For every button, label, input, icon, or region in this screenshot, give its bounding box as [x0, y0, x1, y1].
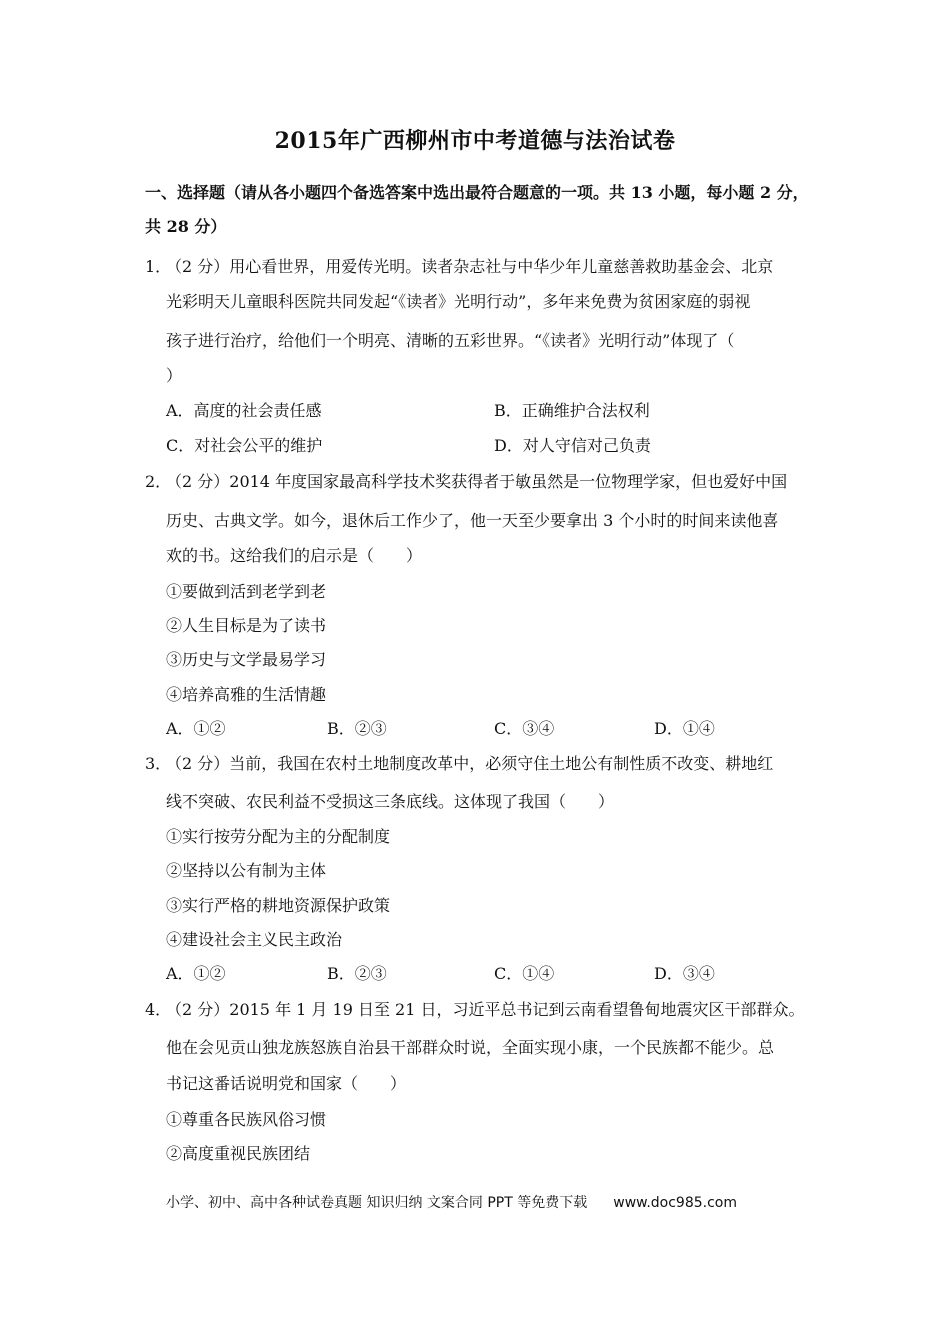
option-b: B．正确维护合法权利 [494, 401, 650, 420]
statement-item: ③实行严格的耕地资源保护政策 [166, 896, 391, 915]
question-text-line: 线不突破、农民利益不受损这三条底线。这体现了我国（ ） [166, 792, 615, 811]
footer-url[interactable]: www.doc985.com [613, 1195, 737, 1211]
footer-text: 小学、初中、高中各种试卷真题 知识归纳 文案合同 PPT 等免费下载 [166, 1195, 588, 1211]
statement-item: ④建设社会主义民主政治 [166, 930, 343, 949]
option-a: A．①② [166, 719, 226, 738]
option-d: D．对人守信对己负责 [494, 436, 651, 455]
statement-item: ④培养高雅的生活情趣 [166, 685, 327, 704]
option-d: D．①④ [654, 719, 715, 738]
page-title: 2015年广西柳州市中考道德与法治试卷 [274, 128, 676, 154]
question-number: 1． [145, 257, 172, 276]
question-text-line: 他在会见贡山独龙族怒族自治县干部群众时说，全面实现小康，一个民族都不能少。总 [166, 1038, 775, 1057]
question-text-line: （2 分）用心看世界，用爱传光明。读者杂志社与中华少年儿童慈善救助基金会、北京 [166, 257, 774, 276]
question-text-line: 光彩明天儿童眼科医院共同发起“《读者》光明行动”，多年来免费为贫困家庭的弱视 [166, 292, 751, 311]
statement-item: ③历史与文学最易学习 [166, 650, 327, 669]
question-text-line: （2 分）2015 年 1 月 19 日至 21 日，习近平总书记到云南看望鲁甸地震灾区干部群众。 [166, 1000, 805, 1019]
question-number: 4． [145, 1000, 172, 1019]
option-b: B．②③ [327, 964, 387, 983]
question-text-line: 欢的书。这给我们的启示是（ ） [166, 546, 423, 565]
statement-item: ①尊重各民族风俗习惯 [166, 1110, 327, 1129]
section-heading-line: 一、选择题（请从各小题四个备选答案中选出最符合题意的一项。共 13 小题，每小题 2 分， [145, 183, 809, 202]
question-text-line: （2 分）2014 年度国家最高科学技术奖获得者于敏虽然是一位物理学家，但也爱好中国 [166, 472, 788, 491]
option-a: A．高度的社会责任感 [166, 401, 322, 420]
question-text-line: 书记这番话说明党和国家（ ） [166, 1074, 407, 1093]
statement-item: ②坚持以公有制为主体 [166, 861, 327, 880]
page-footer [166, 1192, 737, 1212]
statement-item: ①实行按劳分配为主的分配制度 [166, 827, 391, 846]
question-text-line: 历史、古典文学。如今，退休后工作少了，他一天至少要拿出 3 个小时的时间来读他喜 [166, 511, 779, 530]
question-number: 2． [145, 472, 172, 491]
statement-item: ②人生目标是为了读书 [166, 616, 327, 635]
section-heading [145, 176, 825, 244]
question-text-line: 孩子进行治疗，给他们一个明亮、清晰的五彩世界。“《读者》光明行动”体现了（ [166, 331, 735, 350]
statement-item: ②高度重视民族团结 [166, 1144, 311, 1163]
option-d: D．③④ [654, 964, 715, 983]
option-b: B．②③ [327, 719, 387, 738]
option-c: C．①④ [494, 964, 555, 983]
option-c: C．③④ [494, 719, 555, 738]
question-text-line: （2 分）当前，我国在农村土地制度改革中，必须守住土地公有制性质不改变、耕地红 [166, 754, 774, 773]
question-number: 3． [145, 754, 172, 773]
option-a: A．①② [166, 964, 226, 983]
question-text-line: ） [166, 366, 183, 385]
statement-item: ①要做到活到老学到老 [166, 582, 327, 601]
option-c: C．对社会公平的维护 [166, 436, 323, 455]
section-heading-line: 共 28 分） [145, 217, 227, 236]
